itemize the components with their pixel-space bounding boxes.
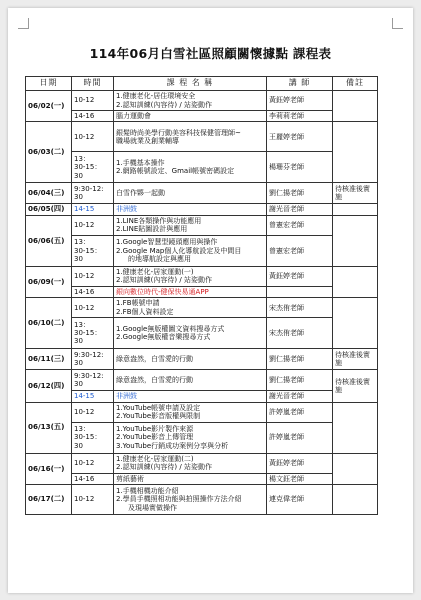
time-line: 9:30-12: xyxy=(74,185,104,193)
teacher-cell: 劉仁揚老師 xyxy=(267,370,333,391)
teacher-cell: 劉仁揚老師 xyxy=(267,183,333,204)
course-line: 1.Google智慧型鏡頭應用與操作 xyxy=(116,238,218,247)
table-row xyxy=(26,286,378,297)
teacher-cell: 黃鈺婷老師 xyxy=(267,266,333,286)
time-line: 14-16 xyxy=(74,287,95,296)
time-cell xyxy=(72,453,114,473)
note-cell xyxy=(333,485,378,515)
course-cell xyxy=(114,453,267,473)
course-line: 綠意盎然，白雪愛的行動 xyxy=(116,355,193,364)
date-cell: 06/02(一) xyxy=(26,91,72,122)
course-line: 2.YouTube影音上傳管理 xyxy=(116,433,194,442)
note-cell xyxy=(333,453,378,484)
course-cell xyxy=(114,391,267,402)
table-row xyxy=(26,402,378,422)
course-line: 1.手機基本操作 xyxy=(116,159,165,167)
table-row xyxy=(26,318,378,349)
schedule-table xyxy=(25,76,378,515)
date-cell: 06/13(五) xyxy=(26,402,72,453)
table-row xyxy=(26,122,378,152)
time-line: 10-12 xyxy=(74,303,95,312)
date-cell: 06/09(一) xyxy=(26,266,72,297)
course-line: 2.認知訓練(內容待) / 站姿動作 xyxy=(116,463,212,472)
note-line: 待核准後實 xyxy=(335,350,370,359)
note-cell xyxy=(333,91,378,122)
time-line: 10-12 xyxy=(74,272,95,281)
course-cell xyxy=(114,183,267,204)
document-page xyxy=(8,8,413,593)
course-line: 2.Google無版權音樂搜尋方式 xyxy=(116,333,211,342)
table-row xyxy=(26,485,378,515)
course-line: 白雪作夥一起動 xyxy=(116,189,165,198)
note-cell xyxy=(333,402,378,453)
note-line: 施 xyxy=(335,193,342,202)
teacher-cell: 曾憲宏老師 xyxy=(267,215,333,235)
time-line: 30-15： xyxy=(74,163,102,172)
time-line: 30 xyxy=(74,441,83,450)
date-cell: 06/16(一) xyxy=(26,453,72,484)
time-line: 10-12 xyxy=(74,458,95,467)
note-cell xyxy=(333,204,378,215)
teacher-cell: 宋杰侑老師 xyxy=(267,298,333,318)
date-cell: 06/11(三) xyxy=(26,349,72,370)
teacher-cell: 王麗婷老師 xyxy=(267,122,333,152)
course-line: 剪紙藝術 xyxy=(116,474,144,483)
note-cell xyxy=(333,298,378,349)
time-line: 10-12 xyxy=(74,96,95,105)
course-line: 1.手機相機功能介紹 xyxy=(116,486,179,495)
header-date: 日期 xyxy=(26,77,72,91)
teacher-cell: 謝光晉老師 xyxy=(267,204,333,215)
date-cell: 06/17(二) xyxy=(26,485,72,515)
time-cell xyxy=(72,183,114,204)
note-line: 待核准後實 xyxy=(335,377,370,386)
teacher-cell: 許婷嵐老師 xyxy=(267,402,333,422)
time-line: 9:30-12: xyxy=(74,371,104,380)
time-line: 14-15 xyxy=(74,205,95,214)
teacher-cell: 楊珊芬老師 xyxy=(267,152,333,183)
time-cell xyxy=(72,370,114,391)
time-cell xyxy=(72,298,114,318)
course-line: 2.YouTube影音版權與限制 xyxy=(116,412,201,421)
time-cell xyxy=(72,91,114,111)
course-cell xyxy=(114,215,267,235)
time-line: 30-15： xyxy=(74,433,102,442)
teacher-cell: 黃鈺婷老師 xyxy=(267,453,333,473)
course-line: 1.健康老化-居家運動(一) xyxy=(116,267,194,276)
course-cell xyxy=(114,111,267,122)
course-line: 2.Google Map個人化導航設定及中間目 xyxy=(116,246,242,255)
note-line: 待核准後實 xyxy=(335,185,370,193)
table-row xyxy=(26,473,378,484)
date-cell: 06/04(三) xyxy=(26,183,72,204)
header-time: 時間 xyxy=(72,77,114,91)
course-line: 1.YouTube影片製作來源 xyxy=(116,425,194,434)
table-row xyxy=(26,391,378,402)
teacher-cell xyxy=(267,286,333,297)
course-line: 1.LINE各類操作與功能應用 xyxy=(116,216,202,225)
time-cell xyxy=(72,349,114,370)
time-line: 13： xyxy=(74,320,90,329)
time-line: 30-15： xyxy=(74,329,102,338)
table-row xyxy=(26,235,378,266)
date-cell: 06/05(四) xyxy=(26,204,72,215)
course-line: 2.LINE貼圖設計與應用 xyxy=(116,225,188,234)
course-line: 1.健康老化-居家運動(二) xyxy=(116,454,194,463)
time-cell xyxy=(72,422,114,453)
course-line: 1.FB帳號申請 xyxy=(116,299,160,308)
date-cell: 06/10(二) xyxy=(26,298,72,349)
header-note: 備註 xyxy=(333,77,378,91)
crop-mark-top-left xyxy=(18,18,29,29)
time-cell xyxy=(72,215,114,235)
course-line: 2.認知訓練(內容待) / 站姿動作 xyxy=(116,100,212,109)
teacher-cell: 曾憲宏老師 xyxy=(267,235,333,266)
time-cell xyxy=(72,402,114,422)
time-line: 13： xyxy=(74,425,90,434)
course-line: 2.網路帳號設定、Gmail帳號密碼設定 xyxy=(116,167,235,176)
time-cell xyxy=(72,318,114,349)
course-cell xyxy=(114,473,267,484)
teacher-cell: 李莉莉老師 xyxy=(267,111,333,122)
teacher-cell: 楊文鈺老師 xyxy=(267,473,333,484)
time-cell xyxy=(72,266,114,286)
time-line: 13： xyxy=(74,238,90,247)
time-cell xyxy=(72,152,114,183)
header-teacher: 講 師 xyxy=(267,77,333,91)
teacher-cell: 劉仁揚老師 xyxy=(267,349,333,370)
teacher-cell: 宋杰侑老師 xyxy=(267,318,333,349)
note-cell xyxy=(333,215,378,266)
course-line: 及現場實做操作 xyxy=(128,503,177,512)
course-line: 銀髮時尚美學行動美容科技保健管理師~ xyxy=(116,128,241,137)
course-cell xyxy=(114,235,267,266)
time-cell xyxy=(72,122,114,152)
course-line: 非洲鼓 xyxy=(116,392,137,401)
teacher-cell: 連克偉老師 xyxy=(267,485,333,515)
time-cell xyxy=(72,286,114,297)
note-line: 施 xyxy=(335,359,342,368)
course-line: 2.FB個人資料設定 xyxy=(116,307,174,316)
course-cell xyxy=(114,485,267,515)
time-line: 10-12 xyxy=(74,221,95,230)
course-cell xyxy=(114,349,267,370)
table-row xyxy=(26,111,378,122)
time-line: 10-12 xyxy=(74,132,95,141)
date-cell: 06/03(二) xyxy=(26,122,72,183)
note-cell xyxy=(333,266,378,297)
course-line: 2.學員手機照相功能與拍照操作方法介紹 xyxy=(116,495,242,504)
date-cell: 06/06(五) xyxy=(26,215,72,266)
time-cell xyxy=(72,391,114,402)
course-cell xyxy=(114,266,267,286)
header-row xyxy=(26,77,378,91)
course-cell xyxy=(114,422,267,453)
course-cell xyxy=(114,318,267,349)
time-line: 10-12 xyxy=(74,495,95,504)
time-line: 30 xyxy=(74,359,83,368)
course-line: 1.健康老化-居住環境安全 xyxy=(116,92,196,101)
time-line: 30 xyxy=(74,171,83,180)
time-cell xyxy=(72,485,114,515)
table-row xyxy=(26,370,378,391)
crop-mark-top-right xyxy=(392,18,403,29)
table-row xyxy=(26,349,378,370)
time-line: 30-15： xyxy=(74,246,102,255)
course-cell xyxy=(114,122,267,152)
course-cell xyxy=(114,91,267,111)
course-cell xyxy=(114,286,267,297)
course-line: 職場就業及創業輔導 xyxy=(116,136,179,145)
time-line: 30 xyxy=(74,193,83,202)
table-row xyxy=(26,91,378,111)
teacher-cell: 黃鈺婷老師 xyxy=(267,91,333,111)
course-cell xyxy=(114,298,267,318)
time-line: 14-16 xyxy=(74,112,95,120)
note-cell xyxy=(333,349,378,370)
time-line: 14-15 xyxy=(74,392,95,401)
time-line: 13： xyxy=(74,154,90,163)
time-line: 14-16 xyxy=(74,474,95,483)
course-line: 銀向數位時代-健保快易通APP xyxy=(116,287,209,296)
course-cell xyxy=(114,370,267,391)
table-row xyxy=(26,215,378,235)
course-line: 綠意盎然，白雪愛的行動 xyxy=(116,376,193,385)
time-cell xyxy=(72,473,114,484)
course-line: 腦力運動會 xyxy=(116,112,151,120)
time-line: 10-12 xyxy=(74,407,95,416)
course-line: 的地導航設定與應用 xyxy=(128,255,191,264)
table-row xyxy=(26,298,378,318)
note-cell xyxy=(333,122,378,183)
teacher-cell: 許婷嵐老師 xyxy=(267,422,333,453)
page-title: 114年06月白雪社區照顧關懷據點 課程表 xyxy=(89,46,332,61)
course-line: 2.認知訓練(內容待) / 站姿動作 xyxy=(116,276,212,285)
time-line: 9:30-12: xyxy=(74,350,104,359)
time-line: 30 xyxy=(74,255,83,264)
course-cell xyxy=(114,204,267,215)
date-cell: 06/12(四) xyxy=(26,370,72,402)
time-line: 30 xyxy=(74,380,83,389)
time-cell xyxy=(72,235,114,266)
table-row xyxy=(26,453,378,473)
table-row xyxy=(26,152,378,183)
teacher-cell: 謝光晉老師 xyxy=(267,391,333,402)
note-line: 施 xyxy=(335,385,342,394)
time-cell xyxy=(72,204,114,215)
time-cell xyxy=(72,111,114,122)
table-row xyxy=(26,183,378,204)
note-cell xyxy=(333,183,378,204)
course-line: 非洲鼓 xyxy=(116,205,137,214)
time-line: 30 xyxy=(74,337,83,346)
course-line: 1.YouTube帳號申請及設定 xyxy=(116,403,201,412)
course-line: 1.Google無版權圖文資料搜尋方式 xyxy=(116,324,225,333)
note-cell xyxy=(333,370,378,402)
course-line: 3.YouTube行銷成功案例分享與分析 xyxy=(116,441,229,450)
table-row xyxy=(26,266,378,286)
table-row xyxy=(26,204,378,215)
header-course: 課 程 名 稱 xyxy=(114,77,267,91)
course-cell xyxy=(114,402,267,422)
table-row xyxy=(26,422,378,453)
course-cell xyxy=(114,152,267,183)
